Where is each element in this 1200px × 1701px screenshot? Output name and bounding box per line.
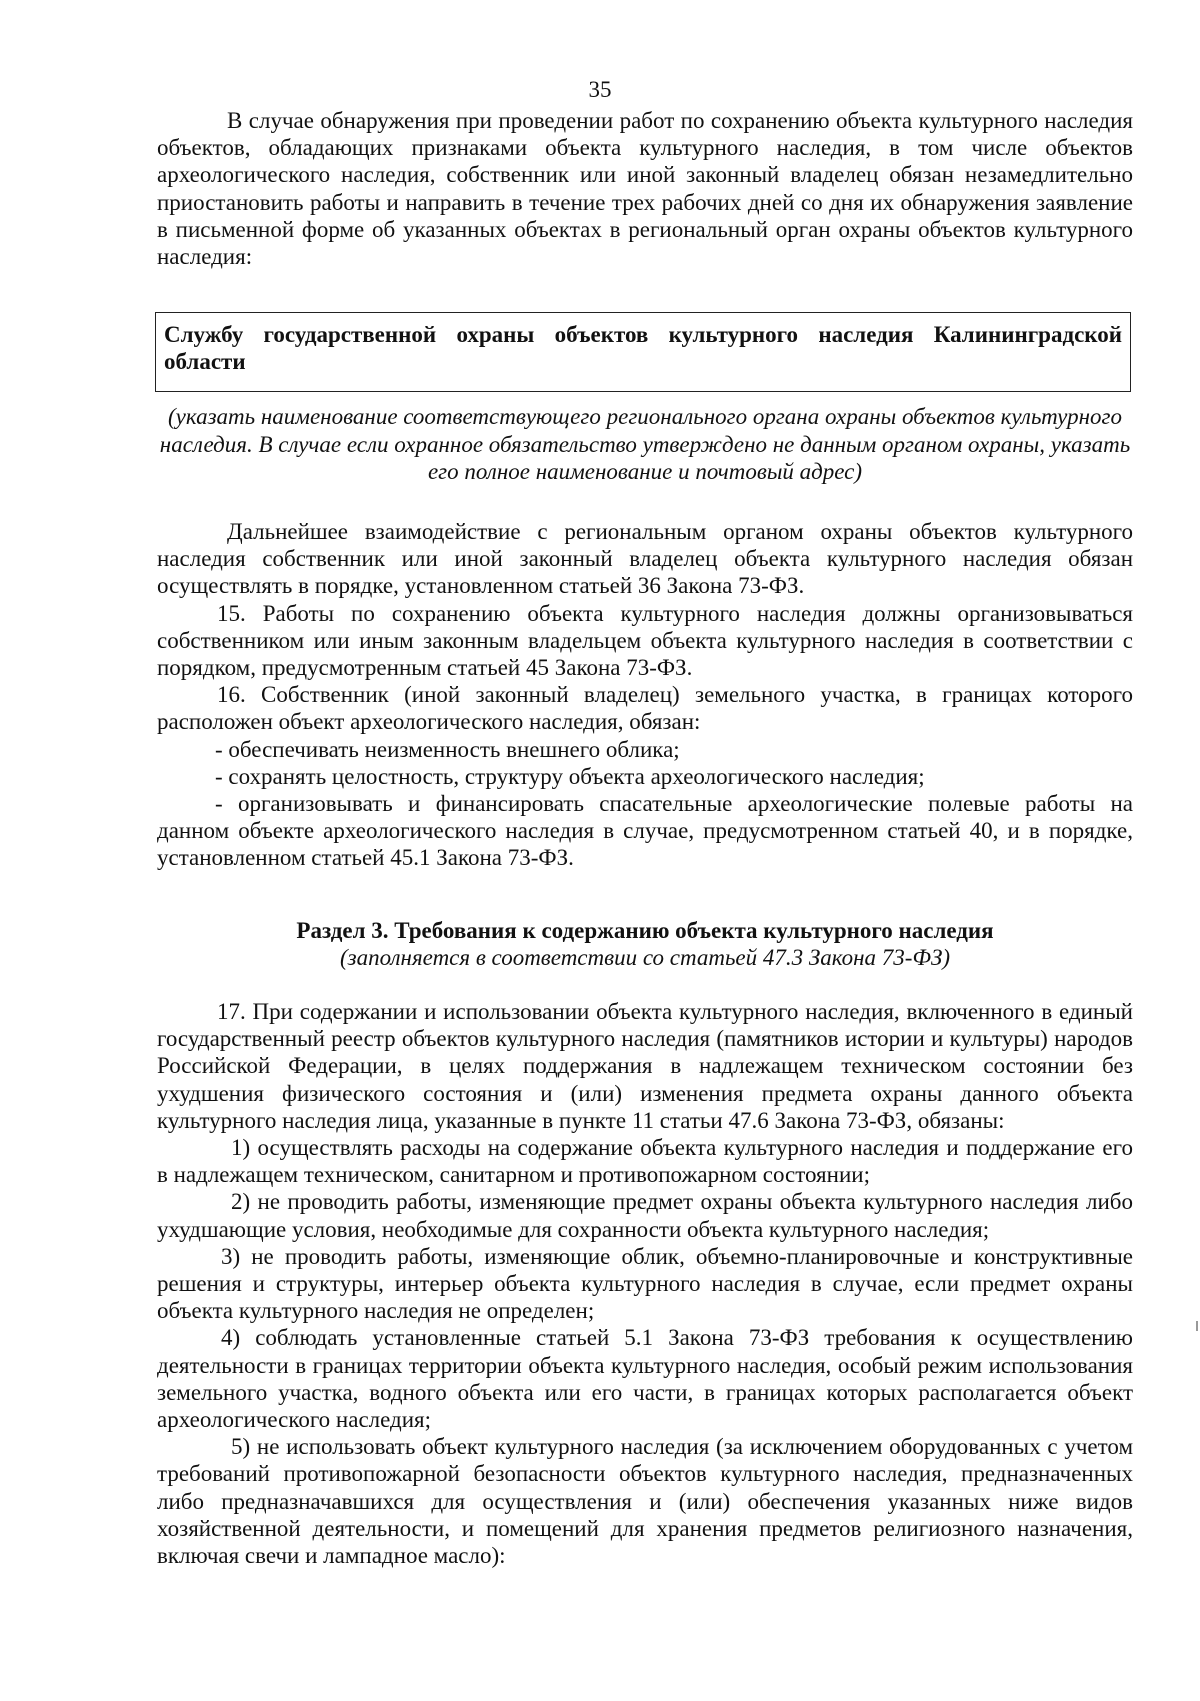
paragraph-16: 16. Собственник (иной законный владелец) земельного участка, в границах которого расположен объект археологического наследия, обязан:: [157, 682, 1133, 735]
bullet-item: - организовывать и финансировать спасательные археологические полевые работы на данном объекте археологического наследия в случае, предусмотренном статьей 40, и в порядке, установленном статьей 45.1 Закона 73-ФЗ.: [157, 791, 1133, 871]
list-item: 4) соблюдать установленные статьей 5.1 Закона 73-ФЗ требования к осуществлению деятельности в границах территории объекта культурного наследия, особый режим использования земельного участка, водного объекта или его части, в границах которых располагается объект археологического наследия;: [157, 1325, 1133, 1433]
list-item: 5) не использовать объект культурного наследия (за исключением оборудованных с учетом требований противопожарной безопасности объектов культурного наследия, предназначенных либо предназначавшихся для осуществления и (или) обеспечения указанных ниже видов хозяйственной деятельности, и помещений для хранения предметов религиозного назначения, включая свечи и лампадное масло):: [157, 1434, 1133, 1569]
paragraph-interaction: Дальнейшее взаимодействие с региональным органом охраны объектов культурного наследия собственник или иной законный владелец объекта культурного наследия обязан осуществлять в порядке, установленном статьей 36 Закона 73-ФЗ.: [157, 519, 1133, 599]
bullet-item: - сохранять целостность, структуру объекта археологического наследия;: [215, 763, 925, 789]
section-3-heading: [157, 917, 1133, 971]
section-3-body: [157, 998, 1133, 1569]
page-number: 35: [588, 77, 612, 102]
list-item: 3) не проводить работы, изменяющие облик, объемно-планировочные и конструктивные решения и структуры, интерьер объекта культурного наследия в случае, если предмет охраны объекта культурного наследия не определен;: [157, 1243, 1133, 1324]
authority-note: (указать наименование соответствующего регионального органа охраны объектов культурного наследия. В случае если охранное обязательство утверждено не данным органом охраны, указать его полное наименование и почтовый адрес): [159, 404, 1131, 484]
section-title: Раздел 3. Требования к содержанию объекта культурного наследия: [296, 918, 994, 943]
paragraph-15: 15. Работы по сохранению объекта культурного наследия должны организовываться собственником или иным законным владельцем объекта культурного наследия в соответствии с порядком, предусмотренным статьей 45 Закона 73-ФЗ.: [157, 600, 1133, 681]
paragraph-17: 17. При содержании и использовании объекта культурного наследия, включенного в единый государственный реестр объектов культурного наследия (памятников истории и культуры) народов Российской Федерации, в целях поддержания в надлежащем техническом состоянии без ухудшения физического состояния и (или) изменения предмета охраны данного объекта культурного наследия лица, указанные в пункте 11 статьи 47.6 Закона 73-ФЗ, обязаны:: [157, 999, 1133, 1133]
intro-block: [157, 107, 1133, 270]
intro-paragraph: В случае обнаружения при проведении работ по сохранению объекта культурного наследия объектов, обладающих признаками объекта культурного наследия, в том числе объектов археологического наследия, собственник или иной законный владелец обязан незамедлительно приостановить работы и направить в течение трех рабочих дней со дня их обнаружения заявление в письменной форме об указанных объектах в региональный орган охраны объектов культурного наследия:: [157, 108, 1133, 270]
authority-box: Службу государственной охраны объектов культурного наследия Калининградской области: [155, 312, 1131, 392]
section-2-body: [157, 518, 1133, 872]
scan-mark: [1196, 1321, 1198, 1331]
list-item: 2) не проводить работы, изменяющие предмет охраны объекта культурного наследия либо ухудшающие условия, необходимые для сохранности объекта культурного наследия;: [157, 1189, 1133, 1242]
list-item: 1) осуществлять расходы на содержание объекта культурного наследия и поддержание его в надлежащем техническом, санитарном и противопожарном состоянии;: [157, 1135, 1133, 1188]
section-subtitle: (заполняется в соответствии со статьей 47.3 Закона 73-ФЗ): [339, 945, 951, 971]
bullet-item: - обеспечивать неизменность внешнего облика;: [215, 736, 680, 762]
